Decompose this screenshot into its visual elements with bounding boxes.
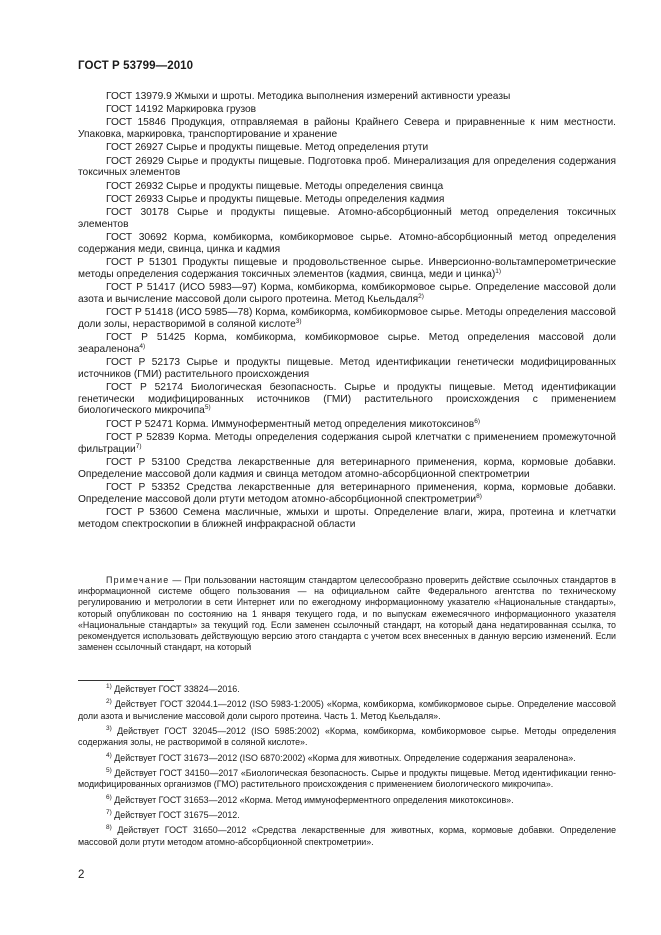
footnote: $^{7)}$ Действует ГОСТ 31675—2012. [106,808,240,820]
footnote: $^{4)}$ Действует ГОСТ 31673—2012 (ISO 6870:2002) «Корма для животных. Определение содержания зеараленона». [106,751,576,763]
note-label: Примечание [106,575,170,585]
footnote: $^{6)}$ Действует ГОСТ 31653—2012 «Корма. Метод иммуноферментного определения микотоксинов». [106,793,514,805]
document-header: ГОСТ Р 53799—2010 [78,60,194,72]
reference-item: ГОСТ 14192 Маркировка грузов [106,104,257,116]
reference-item: ГОСТ 26927 Сырье и продукты пищевые. Метод определения ртути [106,142,429,154]
reference-item: ГОСТ Р 53100 Средства лекарственные для ветеринарного применения, корма, кормовые добавки. Определение массовой доли кадмия и свинца методом атомно-абсорбционной спектрометрии [78,456,616,480]
page-number: 2 [78,869,85,881]
footnote: $^{2)}$ Действует ГОСТ 32044.1—2012 (ISO 5983-1:2005) «Корма, комбикорма, комбикормовое сырье. Определение массовой доли азота и вычисление массовой доли сырого протеина. Часть 1. Метод Кьельдаля». [78,698,616,721]
reference-item: ГОСТ 26929 Сырье и продукты пищевые. Подготовка проб. Минерализация для определения содержания токсичных элементов [78,155,616,179]
reference-item: ГОСТ 13979.9 Жмыхи и шроты. Методика выполнения измерений активности уреазы [106,91,511,102]
note-paragraph [78,575,616,653]
footnote: $^{5)}$ Действует ГОСТ 34150—2017 «Биологическая безопасность. Сырье и продукты пищевые. Метод идентификации генно-модифицированных организмов (ГМО) растительного происхождения с применением биологического микрочипа». [78,766,616,790]
footnote-divider [78,680,174,681]
reference-item: ГОСТ Р 51301 Продукты пищевые и продовольственное сырье. Инверсионно-вольтамперометрические методы определения содержания токсичных элементов (кадмия, свинца, меди и цинка)$^{1)}$ [78,256,616,280]
reference-item: ГОСТ Р 53600 Семена масличные, жмыхи и шроты. Определение влаги, жира, протеина и клетчатки методом спектроскопии в ближней инфракрасной области [78,506,616,530]
reference-item: ГОСТ Р 53352 Средства лекарственные для ветеринарного применения, корма, кормовые добавки. Определение массовой доли ртути методом атомно-абсорбционной спектрометрии$^{8)}$ [78,481,616,505]
reference-item: ГОСТ Р 51418 (ИСО 5985—78) Корма, комбикорма, комбикормовое сырье. Методы определения массовой доли золы, нерастворимой в соляной кислоте$^{3)}$ [78,306,616,330]
reference-item: ГОСТ 26933 Сырье и продукты пищевые. Методы определения кадмия [106,193,445,205]
reference-item: ГОСТ Р 52839 Корма. Методы определения содержания сырой клетчатки с применением промежуточной фильтрации$^{7)}$ [78,431,616,455]
footnote: $^{1)}$ Действует ГОСТ 33824—2016. [106,683,240,694]
note-text: — При пользовании настоящим стандартом целесообразно проверить действие ссылочных стандартов в информационной системе общего пользования — на официальном сайте Федерального агентства по техническому регулированию и метрологии в сети Интернет или по ежегодному информационному указателю «Национальные стандарты», который опубликован по состоянию на 1 января текущего года, и по выпускам ежемесячного информационного указателя «Национальные стандарты» за текущий год. Если заменен ссылочный стандарт, на который дана недатированная ссылка, то рекомендуется использовать действующую версию этого стандарта с учетом всех внесенных в данную версию изменений. Если заменен ссылочный стандарт, на который [78,575,616,653]
reference-item: ГОСТ Р 52471 Корма. Иммуноферментный метод определения микотоксинов$^{6)}$ [106,417,480,430]
reference-item: ГОСТ 30692 Корма, комбикорма, комбикормовое сырье. Атомно-абсорбционный метод определения содержания меди, свинца, цинка и кадмия [78,231,616,255]
reference-item: ГОСТ 15846 Продукция, отправляемая в районы Крайнего Севера и приравненные к ним местности. Упаковка, маркировка, транспортирование и хранение [78,117,616,141]
footnotes-list [78,684,616,852]
footnote: $^{8)}$ Действует ГОСТ 31650—2012 «Средства лекарственные для животных, корма, кормовые добавки. Определение массовой доли ртути методом атомно-абсорбционной спектрометрии». [78,824,616,847]
reference-item: ГОСТ Р 52174 Биологическая безопасность. Сырье и продукты пищевые. Метод идентификации генетически модифицированных источников (ГМИ) растительного происхождения с применением биологического микрочипа$^{5)}$ [78,381,616,417]
reference-item: ГОСТ 30178 Сырье и продукты пищевые. Атомно-абсорбционный метод определения токсичных элементов [78,206,616,230]
reference-item: ГОСТ Р 51417 (ИСО 5983—97) Корма, комбикорма, комбикормовое сырье. Определение массовой доли азота и вычисление массовой доли сырого протеина. Метод Кьельдаля$^{2)}$ [78,281,616,305]
reference-item: ГОСТ Р 51425 Корма, комбикорма, комбикормовое сырье. Метод определения массовой доли зеараленона$^{4)}$ [78,331,616,355]
reference-item: ГОСТ Р 52173 Сырье и продукты пищевые. Метод идентификации генетически модифицированных источников (ГМИ) растительного происхождения [78,356,616,380]
footnote: $^{3)}$ Действует ГОСТ 32045—2012 (ISO 5985:2002) «Корма, комбикорма, комбикормовое сырье. Методы определения содержания золы, не растворимой в соляной кислоте». [78,724,616,748]
normative-references-list [78,91,616,532]
reference-item: ГОСТ 26932 Сырье и продукты пищевые. Методы определения свинца [106,180,444,192]
